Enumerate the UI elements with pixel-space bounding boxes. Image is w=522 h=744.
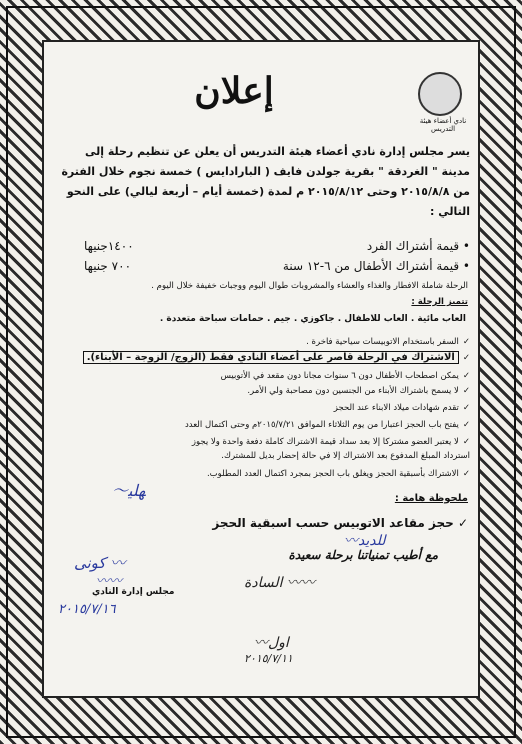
handwritten-signature-blue-1: 〜ﻬﻠﯿ: [112, 481, 146, 500]
handwritten-date-right: ٢٠١٥/٧/١١: [244, 652, 293, 665]
page-title: إعلان: [194, 70, 274, 112]
checkmark-icon: ✓: [457, 516, 468, 530]
club-logo: [414, 72, 472, 142]
checkmark-icon: ✓: [462, 337, 470, 347]
notes-heading: ملحوظة هامة :: [394, 493, 468, 504]
intro-line-1: يسر مجلس إدارة نادي أعضاء هيئة التدريس أن يعلن عن تنظيم رحلة إلى: [84, 145, 470, 158]
list-item: ✓لا يعتبر العضو مشتركا إلا بعد سداد قيمة الاشتراك كاملة دفعة واحدة ولا يجوز: [191, 437, 470, 447]
booking-notice: ✓ حجز مقاعد الاتوبيس حسب اسبقية الحجز: [212, 516, 468, 530]
price-row-adult: [50, 237, 470, 255]
list-item: ✓يفتح باب الحجز اعتبارا من يوم الثلاثاء الموافق ٢٠١٥/٧/٢١م وحتى اكتمال العدد: [184, 420, 470, 430]
handwritten-signature-blue-4: 〰ﻟﻠﺪﻳﺪ: [344, 533, 386, 549]
handwritten-signature-black-1: ﺍﻟﺴﺎﺩﺓ 〰〰: [244, 575, 315, 591]
price-label: • قيمة أشتراك الفرد: [367, 239, 470, 253]
checkmark-icon: ✓: [462, 353, 470, 363]
intro-paragraph: [50, 142, 470, 222]
checkmark-icon: ✓: [462, 437, 470, 447]
inclusion-note: الرحلة شاملة الافطار والغذاء والعشاء والمشروبات طوال اليوم ووجبات خفيفة خلال اليوم .: [151, 281, 468, 291]
list-item: ✓السفر باستخدام الاتوبيسات سياحية فاخرة .: [306, 337, 470, 347]
program-items: العاب مائية . العاب للاطفال . جاكوزي . جيم . حمامات سباحة متعددة .: [159, 314, 466, 324]
intro-line-2: مدينة " الغردقة " بقرية جولدن فايف ( البارادايس ) خمسة نجوم خلال الفترة: [61, 165, 470, 178]
intro-line-3: من ٢٠١٥/٨/٨ وحتى ٢٠١٥/٨/١٢ م لمدة (خمسة أيام – أربعة ليالي) على النحو: [66, 185, 470, 198]
checkmark-icon: ✓: [462, 386, 470, 396]
board-signature-label: مجلس إدارة النادي: [92, 587, 175, 597]
closing-wishes: مع أطيب تمنياتنا برحلة سعيدة: [288, 548, 438, 562]
list-item: ✓الاشتراك في الرحلة قاصر على أعضاء النادي فقط (الزوج/ الزوجة – الأبناء).: [50, 352, 470, 364]
list-item-continued: استرداد المبلغ المدفوع بعد الاشتراك إلا في حالة إحضار بديل للمشترك.: [221, 451, 470, 461]
list-item: ✓تقدم شهادات ميلاد الابناء عند الحجز: [333, 403, 470, 413]
checkmark-icon: ✓: [462, 420, 470, 430]
handwritten-signature-black-2: 〰ﺍﻭﻝ: [254, 635, 289, 651]
checkmark-icon: ✓: [462, 403, 470, 413]
price-amount: ٧٠٠ جنيها: [84, 259, 132, 273]
handwritten-signature-blue-2: ﻛﻮﻧﯽ 〰: [74, 554, 126, 572]
handwritten-date-left: ٢٠١٥/٧/١٦: [58, 602, 116, 617]
list-item: ✓يمكن اصطحاب الأطفال دون ٦ سنوات مجانا دون مقعد في الأتوبيس: [220, 371, 470, 381]
handwritten-signature-blue-3: 〰〰: [96, 574, 123, 589]
price-row-child: [50, 257, 470, 275]
announcement-sheet: [42, 40, 480, 698]
logo-emblem-icon: [418, 72, 462, 116]
intro-line-4: التالي :: [429, 205, 470, 218]
checkmark-icon: ✓: [462, 371, 470, 381]
price-label: • قيمة أشتراك الأطفال من ٦-١٢ سنة: [283, 259, 470, 273]
list-item: ✓لا يسمح باشتراك الأبناء من الجنسين دون مصاحبة ولي الأمر.: [247, 386, 470, 396]
price-amount: ١٤٠٠جنيها: [84, 239, 134, 253]
checkmark-icon: ✓: [462, 469, 470, 479]
logo-caption: نادي أعضاء هيئة التدريس: [419, 117, 467, 133]
list-item: ✓الاشتراك بأسبقية الحجز ويغلق باب الحجز بمجرد اكتمال العدد المطلوب.: [206, 469, 470, 479]
program-title: تتميز الرحلة :: [411, 297, 468, 307]
